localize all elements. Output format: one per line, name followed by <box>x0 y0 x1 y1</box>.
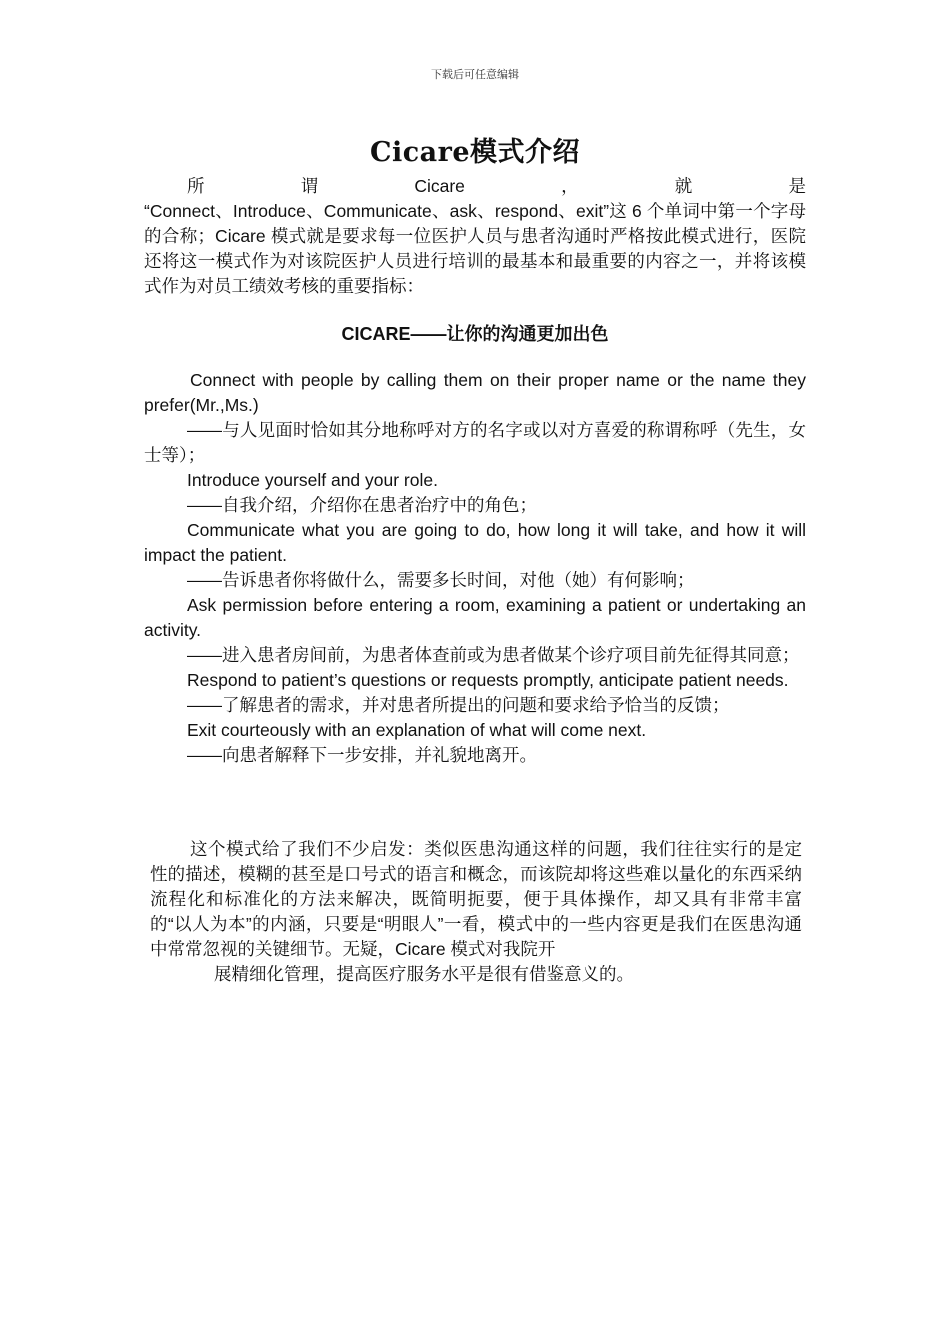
intro-word: 所 <box>187 176 205 196</box>
item-connect-zh: ——与人见面时恰如其分地称呼对方的名字或以对方喜爱的称谓称呼（先生，女士等）； <box>144 420 806 465</box>
intro-word: 是 <box>788 176 806 196</box>
intro-first-line <box>144 174 806 199</box>
item-introduce-en: Introduce yourself and your role. <box>187 470 438 490</box>
item-respond-zh: ——了解患者的需求，并对患者所提出的问题和要求给予恰当的反馈； <box>187 695 730 715</box>
conclusion-text: 这个模式给了我们不少启发：类似医患沟通这样的问题，我们往往实行的是定性的描述，模糊的甚至是口号式的语言和概念，而该院却将这些难以量化的东西采纳流程化和标准化的方法来解决，既简明扼要，便于具体操作，却又具有非常丰富的“以人为本”的内涵，只要是“明眼人”一看，模式中的一些内容更是我们在医患沟通中常常忽视的关键细节。无疑，Cicare 模式对我院开 <box>150 839 802 959</box>
section-subtitle: CICARE——让你的沟通更加出色 <box>341 324 609 344</box>
item-exit-zh: ——向患者解释下一步安排，并礼貌地离开。 <box>187 745 537 765</box>
item-communicate-en: Communicate what you are going to do, how long it will take, and how it will impact the patient. <box>144 520 806 565</box>
document-title: Cicare模式介绍 <box>369 137 581 168</box>
intro-word: 就 <box>674 176 693 196</box>
item-respond-en: Respond to patient’s questions or requests promptly, anticipate patient needs. <box>187 670 789 690</box>
item-communicate-zh: ——告诉患者你将做什么，需要多长时间，对他（她）有何影响； <box>187 570 695 590</box>
item-exit-en: Exit courteously with an explanation of what will come next. <box>187 720 647 740</box>
intro-word: ， <box>561 176 579 196</box>
item-ask-zh: ——进入患者房间前，为患者体查前或为患者做某个诊疗项目前先征得其同意； <box>187 645 800 665</box>
intro-word: 谓 <box>300 176 319 196</box>
header-note: 下载后可任意编辑 <box>431 68 519 81</box>
intro-paragraph <box>144 174 806 299</box>
intro-text: “Connect、Introduce、Communicate、ask、respond、exit”这 6 个单词中第一个字母的合称；Cicare 模式就是要求每一位医护人员与患者沟通时严格按此模式进行，医院还将这一模式作为对该院医护人员进行培训的最基本和最重要的内容之一，并将该模式作为对员工绩效考核的重要指标： <box>144 201 806 296</box>
intro-word: Cicare <box>414 176 465 196</box>
item-connect-en: Connect with people by calling them on their proper name or the name they prefer(Mr.,Ms.) <box>144 370 806 415</box>
item-ask-en: Ask permission before entering a room, examining a patient or undertaking an activity. <box>144 595 806 640</box>
cicare-items <box>144 368 806 768</box>
conclusion-paragraph <box>150 837 802 987</box>
item-introduce-zh: ——自我介绍，介绍你在患者治疗中的角色； <box>187 495 537 515</box>
conclusion-last-line: 展精细化管理，提高医疗服务水平是很有借鉴意义的。 <box>214 964 634 984</box>
